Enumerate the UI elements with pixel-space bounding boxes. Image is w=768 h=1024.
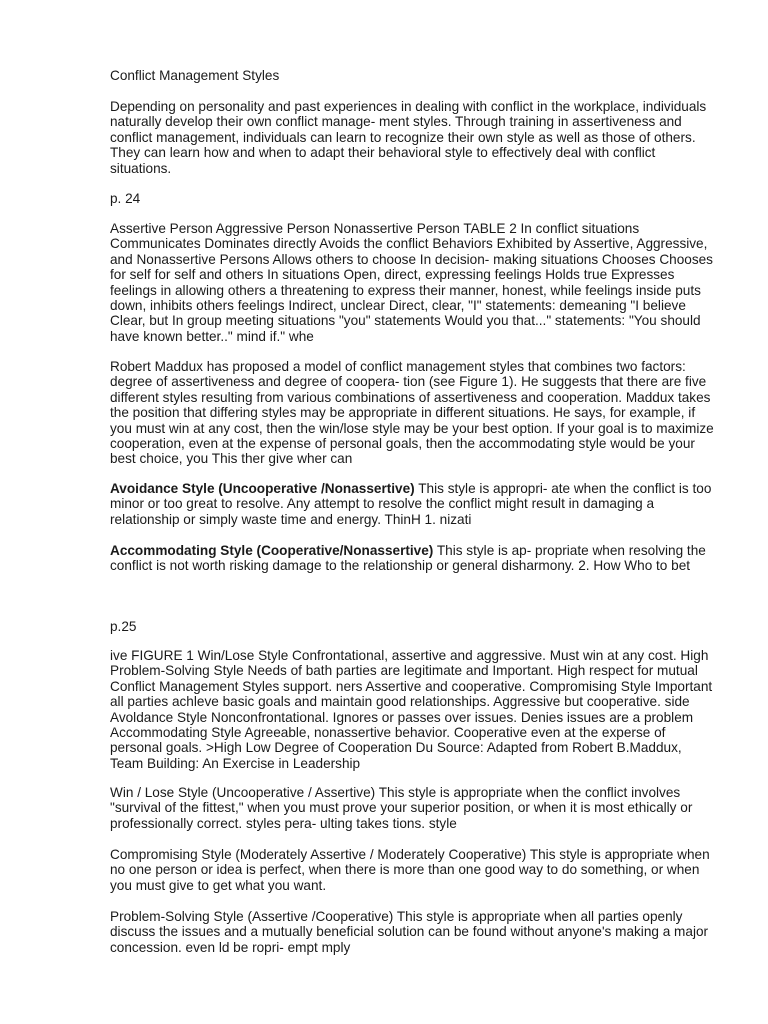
avoidance-heading: Avoidance Style (Uncooperative /Nonassertive) (110, 481, 415, 496)
accommodating-heading: Accommodating Style (Cooperative/Nonassertive) (110, 543, 434, 558)
win-lose-paragraph: Win / Lose Style (Uncooperative / Assertive) This style is appropriate when the conflict involves "survival of the fittest," when you must prove your superior position, or when it is most ethically or professionally correct. styles pera- ulting takes tions. style (110, 785, 693, 831)
avoidance-paragraph (110, 481, 714, 527)
document-title: Conflict Management Styles (110, 68, 280, 83)
table-2-paragraph: Assertive Person Aggressive Person Nonassertive Person TABLE 2 In conflict situations Communicates Dominates directly Avoids the conflict Behaviors Exhibited by Assertive, Aggressive, and Nonassertive Persons Allows others to choose In decision- making situations Chooses Chooses for self for self and others In situations Open, direct, expressing feelings Holds true Expresses feelings in allowing others a threatening to express their manner, honest, while feelings inside puts down, inhibits others feelings Indirect, unclear Direct, clear, "I" statements: demeaning "I believe Clear, but In group meeting situations "you" statements Would you that..." statements: "You should have known better.." mind if." whe (110, 221, 713, 344)
problem-solving-paragraph: Problem-Solving Style (Assertive /Cooperative) This style is appropriate when all parties openly discuss the issues and a mutually beneficial solution can be found without anyone's making a major concession. even ld be ropri- empt mply (110, 909, 709, 955)
accommodating-text: This style is ap- propriate when resolving the conflict is not worth risking damage to the relationship or general disharmony. 2. How Who to bet (110, 543, 706, 574)
avoidance-text: This style is appropri- ate when the conflict is too minor or too great to resolve. Any attempt to resolve the conflict might result in damaging a relationship or simply waste time and energy. ThinH 1. nizati (110, 481, 712, 527)
intro-paragraph: Depending on personality and past experiences in dealing with conflict in the workplace, individuals naturally develop their own conflict manage- ment styles. Through training in assertiveness and conflict management, individuals can learn to recognize their own style as well as those of others. They can learn how and when to adapt their behavioral style to effectively deal with conflict situations. (110, 99, 707, 176)
page-number-25: p.25 (110, 619, 137, 634)
maddux-paragraph: Robert Maddux has proposed a model of conflict management styles that combines two factors: degree of assertiveness and degree of coopera- tion (see Figure 1). He suggests that there are five different styles resulting from various combinations of assertiveness and cooperation. Maddux takes the position that differing styles may be appropriate in different situations. He says, for example, if you must win at any cost, then the win/lose style may be your best option. If your goal is to maximize cooperation, even at the expense of personal goals, then the accommodating style would be your best choice, you This ther give wher can (110, 359, 714, 467)
page-number-24: p. 24 (110, 191, 141, 206)
figure-1-paragraph: ive FIGURE 1 Win/Lose Style Confrontational, assertive and aggressive. Must win at any cost. High Problem-Solving Style Needs of bath parties are legitimate and Important. High respect for mutual Conflict Management Styles support. ners Assertive and cooperative. Compromising Style Important all parties achleve basic goals and maintain good relationships. Aggressive but cooperative. side Avoldance Style Nonconfrontational. Ignores or passes over issues. Denies issues are a problem Accommodating Style Agreeable, nonassertive behavior. Cooperative even at the experse of personal goals. >High Low Degree of Cooperation Du Source: Adapted from Robert B.Maddux, Team Building: An Exercise in Leadership (110, 648, 713, 771)
compromising-paragraph: Compromising Style (Moderately Assertive / Moderately Cooperative) This style is appropriate when no one person or idea is perfect, when there is more than one good way to do something, or when you must give to get what you want. (110, 847, 710, 893)
accommodating-paragraph (110, 543, 714, 574)
